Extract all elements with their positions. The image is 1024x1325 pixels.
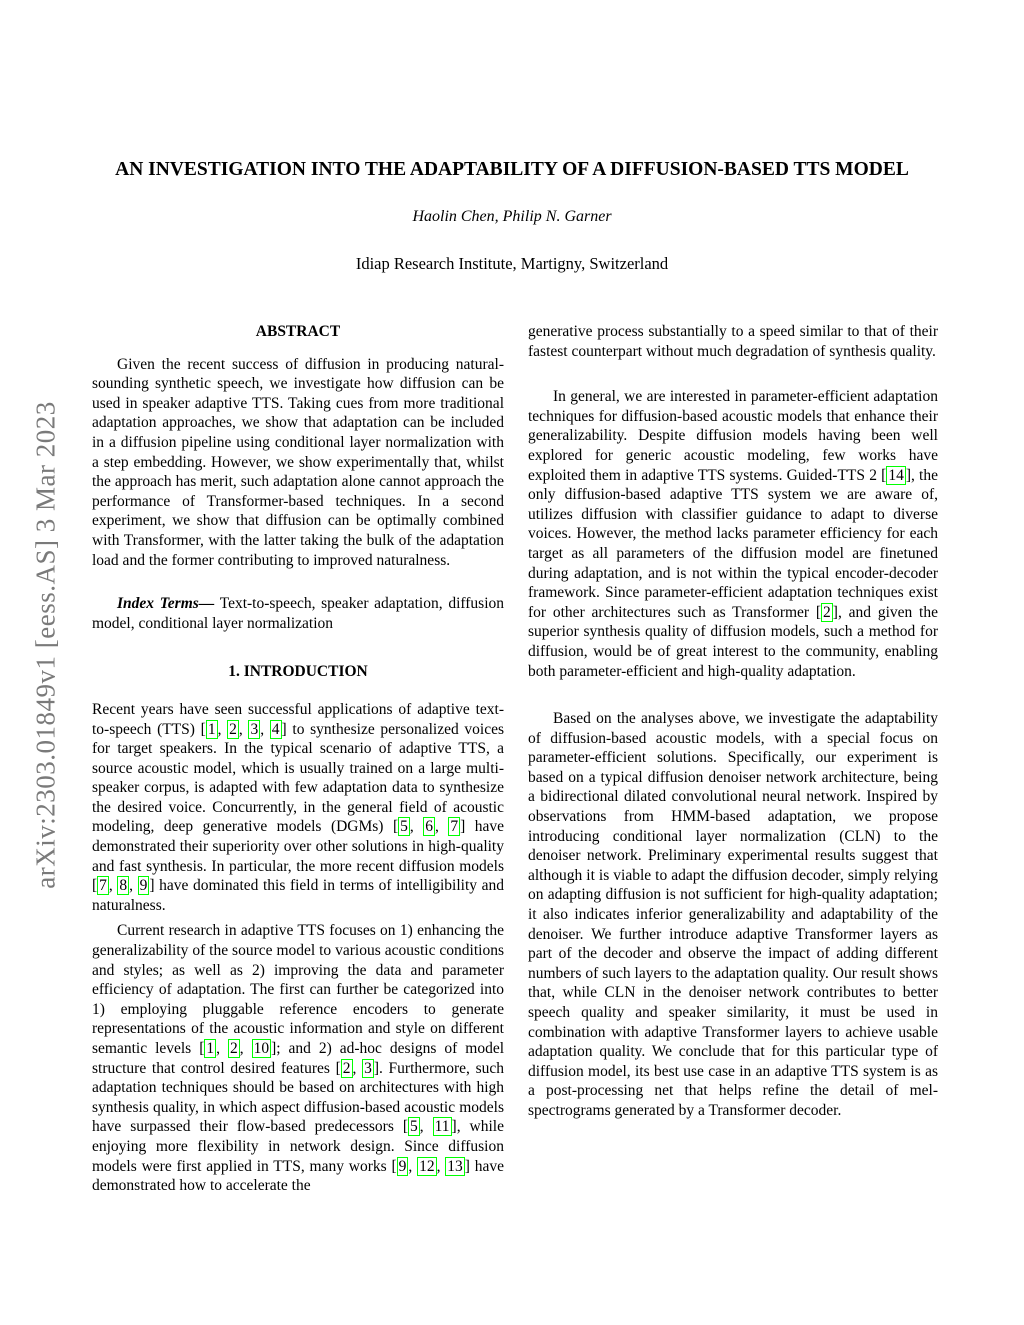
arxiv-watermark: arXiv:2303.01849v1 [eess.AS] 3 Mar 2023	[30, 401, 61, 889]
citation-link[interactable]: 9	[398, 1157, 407, 1175]
citation-link[interactable]: 2	[823, 603, 831, 621]
abstract-text: Given the recent success of diffusion in producing natural-sounding synthetic speech, we investigate how diffusion can be used in speaker adaptive TTS. Taking cues from more traditional adaptation approaches, we show that adaptation can be included in a diffusion pipeline using conditional layer normalization with a step embedding. However, we show experimentally that, whilst the approach has merit, such adaptation alone cannot approach the performance of Transformer-based techniques. In a second experiment, we show that diffusion can be optimally combined with Transformer, with the latter taking the bulk of the adaptation load and the former contributing to improved naturalness.	[92, 355, 504, 569]
paper-affiliation: Idiap Research Institute, Martigny, Switzerland	[355, 254, 669, 273]
citation-link[interactable]: 2	[229, 720, 237, 738]
citation-link[interactable]: 12	[419, 1157, 435, 1175]
citation-link[interactable]: 8	[119, 877, 128, 895]
index-terms-label: Index Terms—	[117, 595, 215, 613]
citation-link[interactable]: 10	[253, 1040, 270, 1057]
citation-link[interactable]: 1	[207, 720, 216, 738]
intro-paragraph-1: Recent years have seen successful applications of adaptive text-to-speech (TTS) [ 1 , 2 , 3 , 4 ] to synthesize personalized voices for target speakers. In the typical scenario of adaptive TTS, a source acoustic model, which is usually trained on a large multi-speaker corpus, is adapted with few adaptation data to synthesize the desired voice. Concurrently, in the general field of acoustic modeling, deep generative models (DGMs) [ 5 , 6 , 7 ] have demonstrated their superiority over other solutions in high-quality and fast synthesis. In particular, the more recent diffusion models [ 7 , 8 , 9 ] have dominated this field in terms of intelligibility and naturalness.	[92, 700, 505, 914]
citation-link[interactable]: 1	[206, 1040, 215, 1057]
citation-link[interactable]: 11	[434, 1118, 450, 1136]
intro-paragraph-2: Current research in adaptive TTS focuses on 1) enhancing the generalizability of the source model to various acoustic conditions and styles; as well as 2) improving the data and parameter efficiency of adaptation. The first can further be categorized into 1) employing pluggable reference encoders to generate representations of the acoustic information and style on different semantic levels [ 1 , 2 , 10 ]; and 2) ad-hoc designs of model structure that control desired features [ 2 , 3 ]. Furthermore, such adaptation techniques should be based on architectures with high synthesis quality, in which aspect diffusion-based acoustic models have surpassed their flow-based predecessors [ 5 , 11 ], while enjoying more flexibility in network design. Since diffusion models were first applied in TTS, many works [ 9 , 12 , 13 ] have demonstrated how to accelerate the	[92, 922, 505, 1195]
right-column	[528, 322, 938, 1121]
citation-link[interactable]: 14	[888, 466, 904, 484]
citation-link[interactable]: 5	[400, 818, 408, 836]
left-column	[92, 322, 504, 1196]
intro-paragraph-2-continued: generative process substantially to a speed similar to that of their fastest counterpart without much degradation of synthesis quality.	[528, 323, 938, 360]
citation-link[interactable]: 6	[425, 818, 433, 836]
paper-authors: Haolin Chen, Philip N. Garner	[412, 208, 612, 225]
index-terms-list: Text-to-speech, speaker adaptation, diffusion model, conditional layer normalization	[92, 595, 505, 632]
index-terms	[92, 594, 504, 633]
citation-link[interactable]: 2	[229, 1040, 238, 1057]
intro-paragraph-3: In general, we are interested in parameter-efficient adaptation techniques for diffusion-based acoustic models that enhance their generalizability. Despite diffusion models having been well explored for generic acoustic modeling, few works have exploited them in adaptive TTS systems. Guided-TTS 2 [ 14 ], the only diffusion-based adaptive TTS system we are aware of, utilizes diffusion with classifier guidance to adapt to diverse voices. However, the method lacks parameter efficiency for each target as all parameters of the diffusion model are finetuned during adaptation, and is not within the typical encoder-decoder framework. Since parameter-efficient adaptation techniques exist for other architectures such as Transformer [ 2 ], and given the superior synthesis quality of diffusion models, such a method for diffusion, would be of great interest to the community, enabling both parameter-efficient and high-quality adaptation.	[528, 388, 938, 680]
citation-link[interactable]: 13	[447, 1157, 463, 1175]
citation-link[interactable]: 5	[410, 1118, 418, 1136]
abstract-heading: ABSTRACT	[255, 323, 341, 340]
citation-link[interactable]: 7	[99, 877, 107, 895]
citation-link[interactable]: 9	[139, 877, 148, 895]
citation-link[interactable]: 2	[342, 1059, 351, 1077]
citation-link[interactable]: 7	[450, 818, 459, 836]
paper-title: AN INVESTIGATION INTO THE ADAPTABILITY OF A DIFFUSION-BASED TTS MODEL	[115, 159, 909, 180]
introduction-heading: 1. INTRODUCTION	[228, 663, 368, 681]
citation-link[interactable]: 3	[250, 720, 259, 738]
citation-link[interactable]: 3	[364, 1059, 372, 1077]
intro-paragraph-4: Based on the analyses above, we investigate the adaptability of diffusion-based acoustic models, with a special focus on parameter-efficient solutions. Specifically, our experiment is based on a typical diffusion denoiser network architecture, being a bidirectional dilated convolutional neural network. Inspired by observations from HMM-based adaptation, we propose introducing conditional layer normalization (CLN) to the denoiser network. Preliminary experimental results suggest that although it is viable to adapt the diffusion decoder, simply relying on adapting diffusion is not sufficient for high-quality adaptation; it also indicates inferior generalizability and adaptability of the denoiser. We further introduce adaptive Transformer layers as part of the decoder and observe the impact of adding different numbers of such layers to the adaptation quality. Our result shows that, while CLN in the denoiser network contributes to better speech quality and speaker similarity, it must be used in combination with adaptive Transformer layers to achieve usable adaptation quality. We conclude that for this particular type of diffusion model, its best use case in an adaptive TTS system is as a post-processing net that helps refine the detail of mel-spectrograms generated by a Transformer decoder.	[528, 710, 938, 1119]
citation-link[interactable]: 4	[271, 720, 280, 738]
paper-header	[0, 158, 1024, 274]
